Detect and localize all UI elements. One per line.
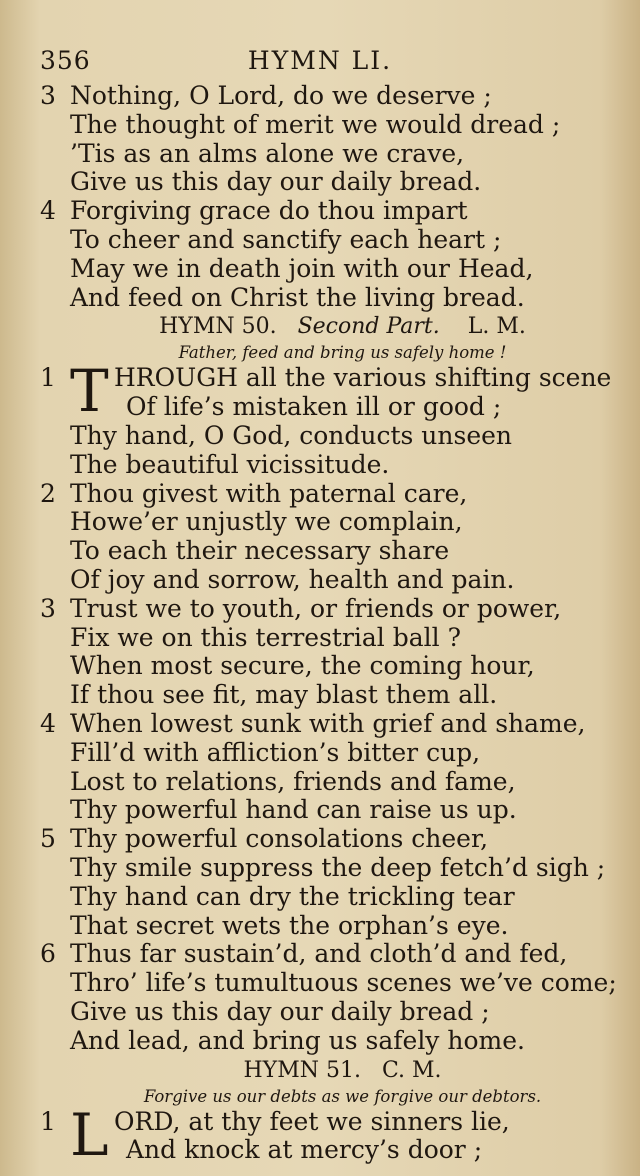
verse-line: Give us this day our daily bread. xyxy=(70,167,482,197)
stanza-4 xyxy=(40,710,625,825)
verse-line: Thou givest with paternal care, xyxy=(70,478,468,508)
verse-line: Thy hand can dry the trickling tear xyxy=(70,881,515,911)
verse-line: Fix we on this terrestrial ball ? xyxy=(70,622,462,652)
hymn-50-subtitle: Father, feed and bring us safely home ! xyxy=(178,343,507,363)
page-header xyxy=(40,46,600,82)
verse-line: Trust we to youth, or friends or power, xyxy=(70,593,562,623)
verse-line: Thus far sustain’d, and cloth’d and fed, xyxy=(70,939,568,969)
verse-line: HROUGH all the various shifting scene xyxy=(114,363,612,393)
drop-cap: L xyxy=(70,1100,109,1169)
stanza-number: 3 xyxy=(40,593,56,623)
verse-line: When most secure, the coming hour, xyxy=(70,651,535,681)
verse-line: Give us this day our daily bread ; xyxy=(70,996,490,1026)
verse-line: Fill’d with affliction’s bitter cup, xyxy=(70,737,481,767)
stanza-number: 2 xyxy=(40,478,56,508)
verse-line: And feed on Christ the living bread. xyxy=(70,282,525,312)
stanza-number: 5 xyxy=(40,824,56,854)
verse-line: Thy powerful consolations cheer, xyxy=(70,824,489,854)
verse-line: Howe’er unjustly we complain, xyxy=(70,507,463,537)
hymn-51-subtitle: Forgive us our debts as we forgive our debtors. xyxy=(143,1086,542,1106)
verse-line: The thought of merit we would dread ; xyxy=(70,109,561,139)
stanza-6 xyxy=(40,940,625,1055)
verse-line: The beautiful vicissitude. xyxy=(70,449,390,479)
stanza-number: 1 xyxy=(40,1106,56,1136)
verse-line: Thy smile suppress the deep fetch’d sigh ; xyxy=(70,852,606,882)
verse-line: ’Tis as an alms alone we crave, xyxy=(70,138,465,168)
stanza-number: 4 xyxy=(40,708,56,738)
stanza-number: 1 xyxy=(40,363,56,393)
hymn-50-heading: HYMN 50. Second Part. L. M. xyxy=(159,314,526,340)
verse-line: And lead, and bring us safely home. xyxy=(70,1025,525,1055)
verse-line: Forgiving grace do thou impart xyxy=(70,196,468,226)
verse-line: That secret wets the orphan’s eye. xyxy=(70,910,509,940)
verse-line: Of life’s mistaken ill or good ; xyxy=(126,392,502,422)
verse-line: ORD, at thy feet we sinners lie, xyxy=(114,1106,510,1136)
verse-line: To each their necessary share xyxy=(70,536,450,566)
verse-line: If thou see fit, may blast them all. xyxy=(70,680,498,710)
verse-line: Lost to relations, friends and fame, xyxy=(70,766,516,796)
verse-line: When lowest sunk with grief and shame, xyxy=(70,708,586,738)
stanza-number: 6 xyxy=(40,939,56,969)
hymn-text xyxy=(40,81,625,1169)
page-number: 356 xyxy=(40,46,91,75)
stanza-1 xyxy=(40,1100,625,1169)
stanza-1 xyxy=(40,357,625,479)
verse-line: Thy hand, O God, conducts unseen xyxy=(70,420,513,450)
stanza-4 xyxy=(40,197,625,312)
stanza-2 xyxy=(40,480,625,595)
verse-line: May we in death join with our Head, xyxy=(70,253,534,283)
running-title: HYMN LI. xyxy=(247,46,393,75)
drop-cap: T xyxy=(70,357,109,426)
stanza-3 xyxy=(40,595,625,710)
verse-line: And knock at mercy’s door ; xyxy=(126,1135,483,1165)
stanza-number: 3 xyxy=(40,81,56,110)
stanza-5 xyxy=(40,825,625,940)
verse-line: Nothing, O Lord, do we deserve ; xyxy=(70,81,492,110)
hymn-51-heading: HYMN 51. C. M. xyxy=(243,1057,442,1083)
verse-line: Thro’ life’s tumultuous scenes we’ve come; xyxy=(70,968,617,998)
stanza-3 xyxy=(40,82,625,197)
stanza-number: 4 xyxy=(40,196,56,226)
verse-line: To cheer and sanctify each heart ; xyxy=(70,224,502,254)
verse-line: Of joy and sorrow, health and pain. xyxy=(70,564,515,594)
verse-line: Thy powerful hand can raise us up. xyxy=(70,795,517,825)
